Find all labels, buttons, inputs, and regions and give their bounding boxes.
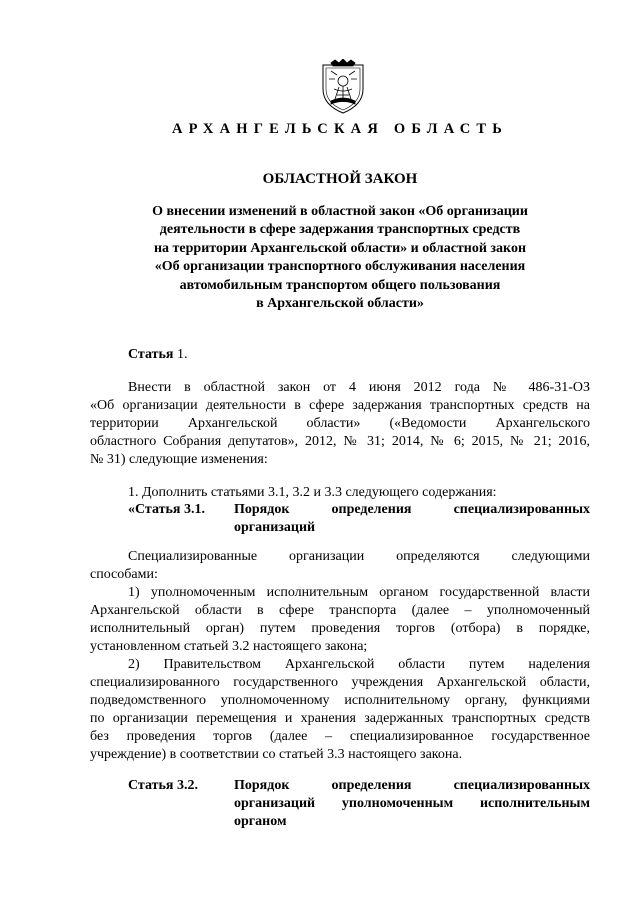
- article-1-intro-line: «Об организации деятельности в сфере задержания транспортных средств на: [90, 398, 590, 413]
- article-title-line: организаций уполномоченным исполнительным: [234, 796, 590, 811]
- article-1-heading: [128, 346, 187, 364]
- article-label: Статья: [128, 347, 174, 362]
- point-1-line: Архангельской области в сфере транспорта (далее – уполномоченный: [90, 603, 590, 618]
- article-title-line: организаций: [234, 520, 316, 535]
- point-2-line: подведомственного уполномоченному исполнительному органу, функциями: [90, 693, 590, 708]
- article-title-line: Порядок определения специализированных: [234, 778, 590, 793]
- coat-of-arms-emblem: [317, 59, 369, 115]
- article-3-2-label: Статья 3.2.: [128, 778, 198, 793]
- point-1-line: установленном статьей 3.2 настоящего закона;: [90, 639, 368, 654]
- point-2-line: специализированного государственного учреждения Архангельской области,: [90, 675, 590, 690]
- point-2-line: учреждение) в соответствии со статьей 3.3 настоящего закона.: [90, 747, 463, 762]
- title-line: О внесении изменений в областной закон «Об организации: [152, 204, 528, 219]
- article-title-line: органом: [234, 814, 287, 829]
- title-line: деятельности в сфере задержания транспортных средств: [159, 222, 521, 238]
- article-1-intro-line: территории Архангельской области» («Ведомости Архангельского: [90, 416, 590, 431]
- article-number: 1.: [176, 347, 188, 362]
- title-line: «Об организации транспортного обслуживания населения: [154, 259, 526, 275]
- title-line: в Архангельской области»: [256, 296, 424, 312]
- article-3-2-title: [234, 777, 590, 831]
- article-1-intro-line: Внести в областной закон от 4 июня 2012 года № 486-31-ОЗ: [128, 380, 590, 395]
- paragraph-line: способами:: [90, 567, 158, 582]
- region-heading: АРХАНГЕЛЬСКАЯ ОБЛАСТЬ: [171, 121, 509, 137]
- article-1-intro-line: областного Собрания депутатов», 2012, № 31; 2014, № 6; 2015, № 21; 2016,: [90, 434, 590, 449]
- article-1-intro-line: № 31) следующие изменения:: [90, 452, 268, 467]
- article-3-1-label: «Статья 3.1.: [128, 502, 205, 517]
- point-1-line: 1) уполномоченным исполнительным органом государственной власти: [128, 585, 590, 600]
- title-line: на территории Архангельской области» и областной закон: [153, 240, 527, 256]
- article-3-1-title: [234, 501, 590, 537]
- point-2-line: без проведения торгов (далее – специализированное государственное: [90, 729, 590, 744]
- point-1-line: исполнительный орган) путем проведения торгов (отбора) в порядке,: [90, 621, 590, 636]
- document-type: ОБЛАСТНОЙ ЗАКОН: [262, 171, 418, 187]
- document-title: [90, 203, 590, 313]
- title-line: автомобильным транспортом общего пользования: [179, 277, 501, 293]
- paragraph-line: Специализированные организации определяются следующими: [128, 549, 590, 564]
- article-1-item-1: 1. Дополнить статьями 3.1, 3.2 и 3.3 следующего содержания:: [128, 485, 497, 500]
- point-2-line: 2) Правительством Архангельской области путем наделения: [128, 657, 590, 672]
- point-2-line: по организации перемещения и хранения задержанных транспортных средств: [90, 711, 590, 726]
- article-title-line: Порядок определения специализированных: [234, 502, 590, 517]
